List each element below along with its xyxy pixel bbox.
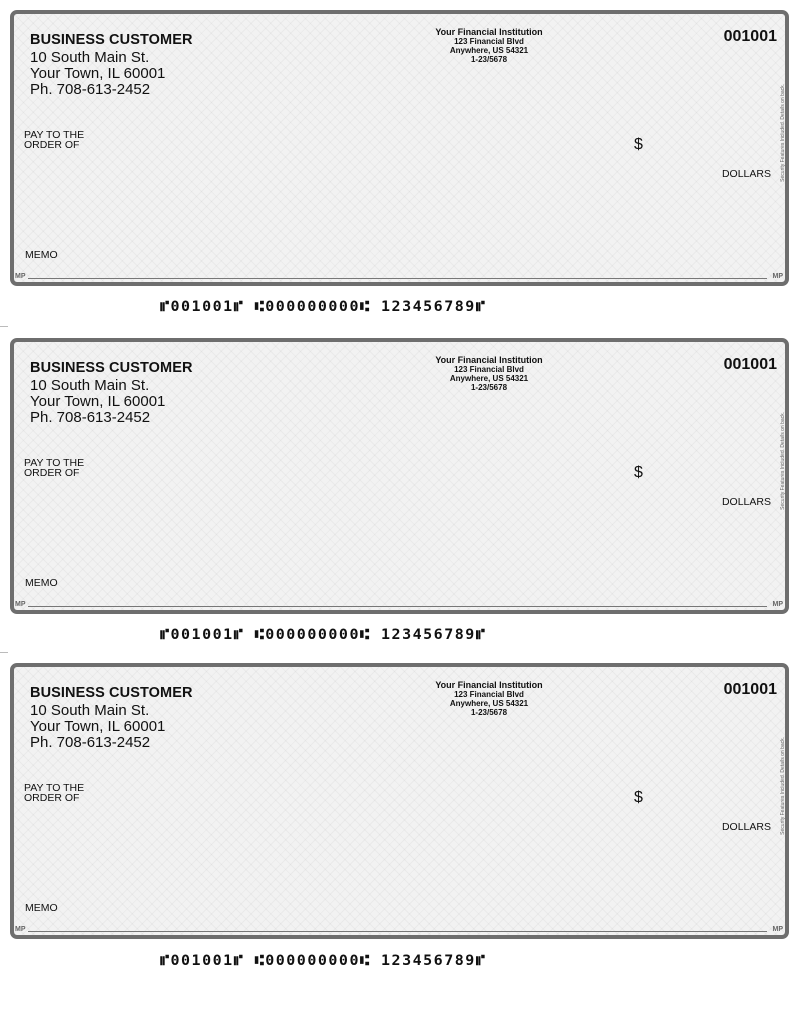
dollar-sign: $ bbox=[634, 136, 643, 153]
company-name: BUSINESS CUSTOMER bbox=[30, 360, 193, 376]
pay-to-label bbox=[24, 130, 84, 150]
pay-to-label-line2: ORDER OF bbox=[24, 139, 80, 151]
mp-mark-left: MP bbox=[15, 601, 26, 608]
company-address-line2: Your Town, IL 60001 bbox=[30, 393, 166, 410]
company-address-line2: Your Town, IL 60001 bbox=[30, 718, 166, 735]
security-features-text: Security Features Included. Details on back. bbox=[780, 84, 786, 182]
company-phone: Ph. 708-613-2452 bbox=[30, 409, 151, 426]
bank-info bbox=[419, 681, 559, 717]
company-name: BUSINESS CUSTOMER bbox=[30, 32, 193, 48]
check-number: 001001 bbox=[723, 681, 777, 698]
pay-to-label bbox=[24, 458, 84, 478]
bank-name: Your Financial Institution bbox=[435, 680, 543, 690]
bank-routing-fraction: 1-23/5678 bbox=[470, 708, 508, 717]
check-number: 001001 bbox=[723, 28, 777, 45]
bank-name: Your Financial Institution bbox=[435, 27, 543, 37]
bank-address1: 123 Financial Blvd bbox=[454, 37, 524, 46]
pay-to-label-line2: ORDER OF bbox=[24, 467, 80, 479]
dollars-label: DOLLARS bbox=[721, 496, 771, 508]
pay-to-label bbox=[24, 783, 84, 803]
micr-line: ⑈001001⑈ ⑆000000000⑆ 123456789⑈ bbox=[160, 297, 487, 315]
micr-line: ⑈001001⑈ ⑆000000000⑆ 123456789⑈ bbox=[160, 951, 487, 969]
company-phone: Ph. 708-613-2452 bbox=[30, 734, 151, 751]
perforation-tick bbox=[0, 652, 8, 653]
company-name: BUSINESS CUSTOMER bbox=[30, 685, 193, 701]
security-features-text: Security Features Included. Details on back. bbox=[780, 737, 786, 835]
dollar-sign: $ bbox=[634, 789, 643, 806]
bank-name: Your Financial Institution bbox=[435, 355, 543, 365]
company-address-line1: 10 South Main St. bbox=[30, 377, 150, 394]
mp-mark-right: MP bbox=[772, 601, 783, 608]
company-address-line1: 10 South Main St. bbox=[30, 49, 150, 66]
pay-to-label-line1: PAY TO THE bbox=[24, 129, 85, 141]
company-address-line1: 10 South Main St. bbox=[30, 702, 150, 719]
bank-address2: Anywhere, US 54321 bbox=[449, 699, 529, 708]
check-3 bbox=[10, 663, 789, 939]
check-1 bbox=[10, 10, 789, 286]
bank-address2: Anywhere, US 54321 bbox=[449, 374, 529, 383]
mp-mark-right: MP bbox=[772, 926, 783, 933]
bank-address1: 123 Financial Blvd bbox=[454, 365, 524, 374]
bank-routing-fraction: 1-23/5678 bbox=[470, 55, 508, 64]
bank-address1: 123 Financial Blvd bbox=[454, 690, 524, 699]
perforation-tick bbox=[0, 326, 8, 327]
pay-to-label-line2: ORDER OF bbox=[24, 792, 80, 804]
company-phone: Ph. 708-613-2452 bbox=[30, 81, 151, 98]
dollar-sign: $ bbox=[634, 464, 643, 481]
memo-line bbox=[28, 278, 767, 279]
check-number: 001001 bbox=[723, 356, 777, 373]
memo-line bbox=[28, 931, 767, 932]
bank-info bbox=[419, 356, 559, 392]
mp-mark-left: MP bbox=[15, 273, 26, 280]
memo-label: MEMO bbox=[25, 902, 58, 914]
pay-to-label-line1: PAY TO THE bbox=[24, 782, 85, 794]
mp-mark-left: MP bbox=[15, 926, 26, 933]
security-features-text: Security Features Included. Details on back. bbox=[780, 412, 786, 510]
dollars-label: DOLLARS bbox=[721, 168, 771, 180]
bank-info bbox=[419, 28, 559, 64]
memo-label: MEMO bbox=[25, 249, 58, 261]
bank-routing-fraction: 1-23/5678 bbox=[470, 383, 508, 392]
dollars-label: DOLLARS bbox=[721, 821, 771, 833]
bank-address2: Anywhere, US 54321 bbox=[449, 46, 529, 55]
check-2 bbox=[10, 338, 789, 614]
pay-to-label-line1: PAY TO THE bbox=[24, 457, 85, 469]
mp-mark-right: MP bbox=[772, 273, 783, 280]
micr-line: ⑈001001⑈ ⑆000000000⑆ 123456789⑈ bbox=[160, 625, 487, 643]
memo-line bbox=[28, 606, 767, 607]
memo-label: MEMO bbox=[25, 577, 58, 589]
company-address-line2: Your Town, IL 60001 bbox=[30, 65, 166, 82]
